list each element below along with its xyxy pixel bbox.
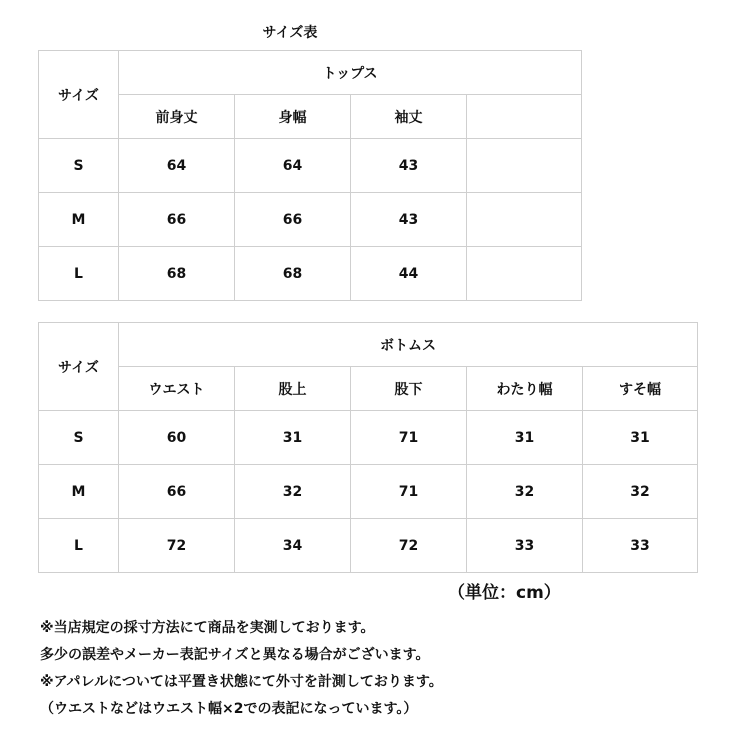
tops-column-header xyxy=(467,95,582,139)
note-line: ※アパレルについては平置き状態にて外寸を計測しております。 xyxy=(40,674,443,690)
value-cell: 31 xyxy=(467,411,583,465)
table-row xyxy=(39,193,582,247)
size-cell: S xyxy=(39,139,119,193)
size-cell: M xyxy=(39,465,119,519)
note-line: （ウエストなどはウエスト幅×2での表記になっています。） xyxy=(40,701,418,717)
table-row xyxy=(39,411,698,465)
table-row xyxy=(39,139,582,193)
value-cell: 71 xyxy=(351,465,467,519)
tops-group-header: トップス xyxy=(119,51,582,95)
bottoms-group-header: ボトムス xyxy=(119,323,698,367)
size-cell: L xyxy=(39,247,119,301)
bottoms-column-header: 股上 xyxy=(235,367,351,411)
value-cell: 68 xyxy=(119,247,235,301)
value-cell: 60 xyxy=(119,411,235,465)
size-cell: L xyxy=(39,519,119,573)
bottoms-size-header: サイズ xyxy=(39,323,119,411)
unit-label: （単位：cm） xyxy=(448,583,561,603)
note-line: ※当店規定の採寸方法にて商品を実測しております。 xyxy=(40,620,375,636)
page-title: サイズ表 xyxy=(262,25,318,41)
bottoms-size-table xyxy=(38,322,698,573)
value-cell: 68 xyxy=(235,247,351,301)
value-cell: 31 xyxy=(235,411,351,465)
value-cell: 72 xyxy=(351,519,467,573)
value-cell: 32 xyxy=(467,465,583,519)
table-row xyxy=(39,247,582,301)
tops-column-header: 袖丈 xyxy=(351,95,467,139)
table-row xyxy=(39,519,698,573)
value-cell: 44 xyxy=(351,247,467,301)
value-cell: 33 xyxy=(583,519,698,573)
value-cell: 43 xyxy=(351,193,467,247)
bottoms-column-header: ウエスト xyxy=(119,367,235,411)
value-cell: 34 xyxy=(235,519,351,573)
value-cell: 66 xyxy=(235,193,351,247)
size-cell: M xyxy=(39,193,119,247)
notes xyxy=(40,615,443,723)
note-line: 多少の誤差やメーカー表記サイズと異なる場合がございます。 xyxy=(40,647,430,663)
table-row xyxy=(39,465,698,519)
value-cell: 32 xyxy=(583,465,698,519)
tops-size-table xyxy=(38,50,582,301)
size-cell: S xyxy=(39,411,119,465)
value-cell: 31 xyxy=(583,411,698,465)
value-cell: 71 xyxy=(351,411,467,465)
value-cell xyxy=(467,139,582,193)
tops-column-header: 身幅 xyxy=(235,95,351,139)
value-cell xyxy=(467,247,582,301)
value-cell: 64 xyxy=(235,139,351,193)
bottoms-column-header: 股下 xyxy=(351,367,467,411)
tops-size-header: サイズ xyxy=(39,51,119,139)
value-cell: 66 xyxy=(119,465,235,519)
value-cell: 33 xyxy=(467,519,583,573)
value-cell: 32 xyxy=(235,465,351,519)
tops-column-header: 前身丈 xyxy=(119,95,235,139)
value-cell xyxy=(467,193,582,247)
bottoms-column-header: わたり幅 xyxy=(467,367,583,411)
value-cell: 64 xyxy=(119,139,235,193)
value-cell: 66 xyxy=(119,193,235,247)
bottoms-column-header: すそ幅 xyxy=(583,367,698,411)
value-cell: 72 xyxy=(119,519,235,573)
value-cell: 43 xyxy=(351,139,467,193)
